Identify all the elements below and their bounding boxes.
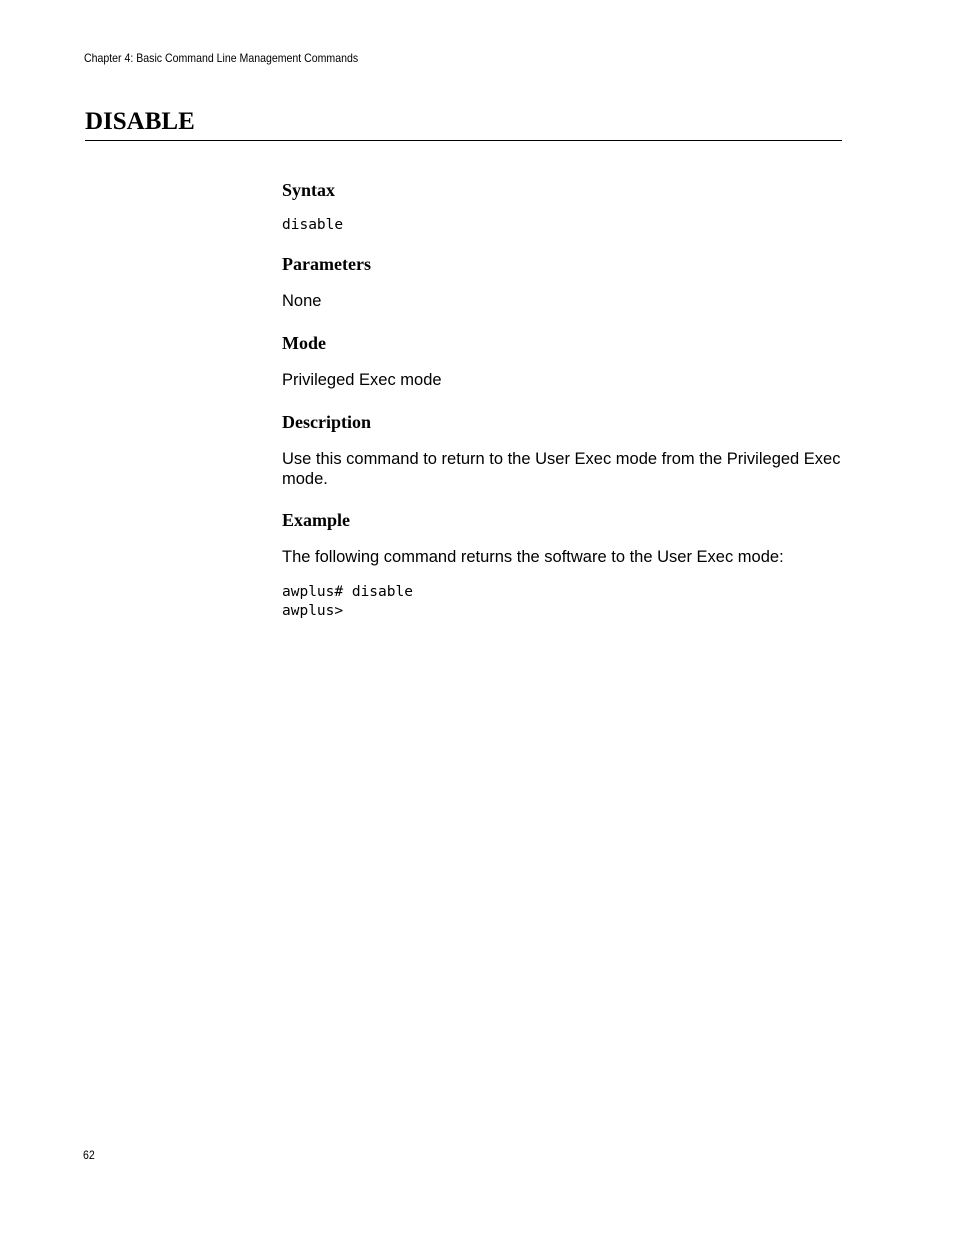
example-code-line: awplus# disable <box>282 584 413 600</box>
mode-heading: Mode <box>282 333 326 353</box>
mode-text: Privileged Exec mode <box>282 371 442 389</box>
page-number: 62 <box>83 1148 95 1162</box>
parameters-heading: Parameters <box>282 254 371 274</box>
syntax-heading: Syntax <box>282 180 336 200</box>
description-text: Use this command to return to the User Exec mode from the Privileged Exec mode. <box>282 450 841 488</box>
example-code-line: awplus> <box>282 603 344 619</box>
parameters-text: None <box>282 292 322 310</box>
page-title: DISABLE <box>85 108 195 135</box>
command-content <box>282 179 842 621</box>
title-rule <box>85 140 842 141</box>
example-code-block <box>282 583 842 621</box>
description-heading: Description <box>282 412 371 432</box>
example-text: The following command returns the software to the User Exec mode: <box>282 548 784 566</box>
syntax-code: disable <box>282 217 344 233</box>
running-header: Chapter 4: Basic Command Line Management Commands <box>84 51 359 65</box>
example-heading: Example <box>282 510 351 530</box>
